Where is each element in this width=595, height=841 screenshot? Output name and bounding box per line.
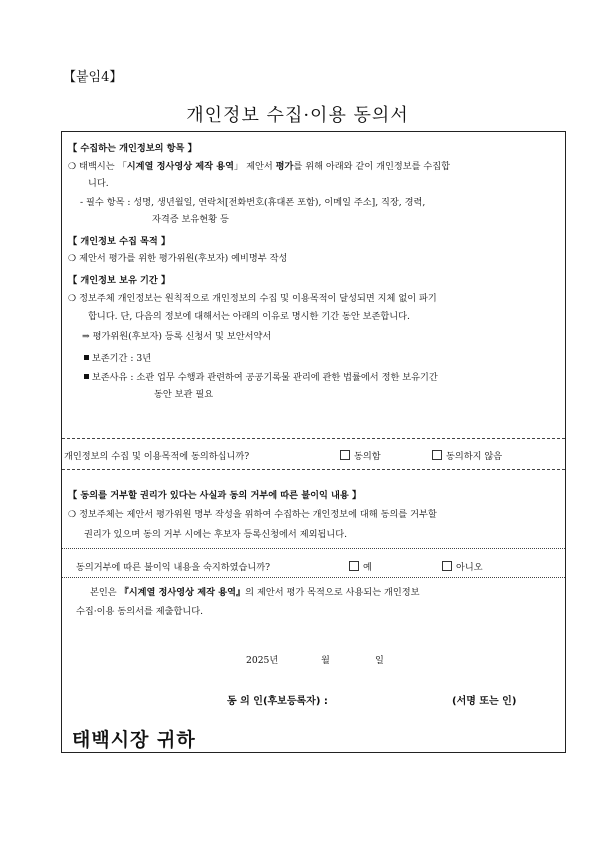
section3-heading: 【 개인정보 보유 기간 】 [68,275,171,286]
retention-reason: 보존사유 : 소관 업무 수행과 관련하여 공공기록물 관리에 관한 법률에서 정한 보유기간 [84,369,438,383]
signature-field[interactable]: (서명 또는 인) [452,696,517,707]
checkbox-disagree[interactable] [432,450,442,460]
section3-line2: 합니다. 단, 다음의 정보에 대해서는 아래의 이유로 명시한 기간 동안 보존합니다. [88,311,410,322]
section4-line2: 권리가 있으며 동의 거부 시에는 후보자 등록신청에서 제외됩니다. [84,529,347,540]
consent2-yes-option[interactable]: 예 [349,559,372,573]
bullet-icon: ❍ [68,161,77,172]
consent2-question: 동의거부에 따른 불이익 내용을 숙지하였습니까? [76,562,271,573]
section2-text: ❍ 제안서 평가를 위한 평가위원(후보자) 예비명부 작성 [68,253,288,264]
signer-label: 동 의 인(후보등록자) : [227,696,328,707]
required-items: - 필수 항목 : 성명, 생년월일, 연락처[전화번호(휴대폰 포함), 이메일 주소], 직장, 경력, [80,197,426,208]
section4-line1: ❍ 정보주체는 제안서 평가위원 명부 작성을 위하여 수집하는 개인정보에 대해 동의를 거부할 [68,509,437,520]
checkbox-agree[interactable] [340,450,350,460]
section1-line1: ❍ 태백시는 「시계열 정사영상 제작 용역」 제안서 평가를 위해 아래와 같이 개인정보를 수집합 [68,161,451,172]
required-items-cont: 자격증 보유현황 등 [152,214,229,225]
retention-reason-cont: 동안 보관 필요 [154,389,214,400]
consent1-agree-option[interactable]: 동의함 [340,448,381,462]
statement-line2: 수집·이용 동의서를 제출합니다. [76,606,204,617]
section2-heading: 【 개인정보 수집 목적 】 [68,236,171,247]
project-name: 시계열 정사영상 제작 용역 [126,161,235,172]
consent2-no-option[interactable]: 아니오 [442,559,483,573]
section1-heading: 【 수집하는 개인정보의 항목 】 [68,143,197,154]
document-title: 개인정보 수집·이용 동의서 [186,105,409,126]
section3-line1: ❍ 정보주체 개인정보는 원칙적으로 개인정보의 수집 및 이용목적이 달성되면 지체 없이 파기 [68,293,437,304]
checkbox-yes[interactable] [349,561,359,571]
addressee: 태백시장 귀하 [72,729,196,751]
attachment-label: 【붙임4】 [63,70,123,85]
retained-documents: ⇒ 평가위원(후보자) 등록 신청서 및 보안서약서 [82,331,272,342]
checkbox-no[interactable] [442,561,452,571]
divider [62,438,565,439]
consent-form [61,131,566,753]
square-bullet-icon [84,355,89,360]
divider [62,548,565,549]
section4-heading: 【 동의를 거부할 권리가 있다는 사실과 동의 거부에 따른 불이익 내용 】 [68,490,362,501]
retention-period: 보존기간 : 3년 [84,350,151,364]
consent1-disagree-option[interactable]: 동의하지 않음 [432,448,502,462]
bullet-icon: ❍ [68,509,77,520]
divider [62,577,565,578]
bullet-icon: ❍ [68,293,77,304]
section1-line1-cont: 니다. [88,178,109,189]
consent1-question: 개인정보의 수집 및 이용목적에 동의하십니까? [64,451,250,462]
date-day: 일 [375,655,384,666]
date-month: 월 [321,655,330,666]
divider [62,469,565,470]
statement-line1: 본인은 『시계열 정사영상 제작 용역』의 제안서 평가 목적으로 사용되는 개인정보 [90,587,420,598]
bullet-icon: ❍ [68,253,77,264]
date-year: 2025년 [246,655,279,666]
square-bullet-icon [84,374,89,379]
